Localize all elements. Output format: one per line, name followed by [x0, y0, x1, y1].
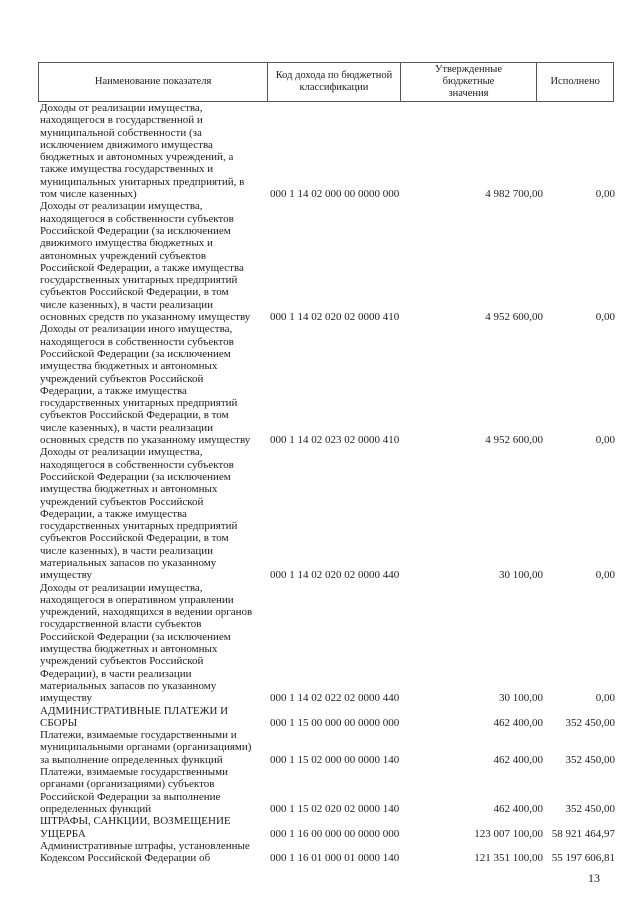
row-name: Доходы от реализации имущества, находящегося в собственности субъектов Российской Федерации (за исключением движимого имущества бюджетных и автономных учреждений субъектов Российской Федерации, а также имущества государственных унитарных предприятий субъектов Российской Федерации, в том числе казенных), в части реализации основных средств по указанному имуществу — [40, 200, 251, 324]
table-body — [40, 102, 615, 864]
row-done: 55 197 606,81 — [551, 852, 615, 865]
row-code: 000 1 15 02 000 00 0000 140 — [270, 753, 400, 766]
row-code: 000 1 14 02 022 02 0000 440 — [270, 692, 400, 705]
row-done: 0,00 — [595, 311, 615, 324]
row-code: 000 1 16 01 000 01 0000 140 — [270, 852, 400, 865]
header-code: Код дохода по бюджетной классификации — [268, 63, 401, 101]
row-name: Доходы от реализации имущества, находящегося в собственности субъектов Российской Федерации (за исключением имущества бюджетных и автономных учреждений субъектов Российской Федерации, а также имущества государственных унитарных предприятий субъектов Российской Федерации, в том числе казенных), в части реализации материальных запасов по указанному имуществу — [40, 446, 238, 582]
row-code: 000 1 14 02 020 02 0000 410 — [270, 311, 400, 324]
row-name: Платежи, взимаемые государственными и муниципальными органами (организациями) за выполнение определенных функций — [40, 729, 252, 766]
row-done: 0,00 — [595, 188, 615, 201]
row-plan: 30 100,00 — [499, 569, 543, 582]
row-plan: 30 100,00 — [499, 692, 543, 705]
row-name: Административные штрафы, установленные Кодексом Российской Федерации об — [40, 839, 250, 865]
table-row — [40, 840, 615, 865]
row-code: 000 1 16 00 000 00 0000 000 — [270, 827, 400, 840]
header-plan: Утвержденные бюджетные значения — [401, 63, 538, 101]
row-code: 000 1 14 02 023 02 0000 410 — [270, 434, 400, 447]
table-row — [40, 323, 615, 446]
page-number: 13 — [588, 871, 600, 885]
table-row — [40, 815, 615, 840]
row-plan: 4 982 700,00 — [485, 188, 543, 201]
table-row — [40, 705, 615, 730]
row-done: 352 450,00 — [565, 753, 615, 766]
table-row — [40, 200, 615, 323]
row-name: Платежи, взимаемые государственными органами (организациями) субъектов Российской Федерации за выполнение определенных функций — [40, 766, 229, 815]
row-plan: 4 952 600,00 — [485, 311, 543, 324]
table-row — [40, 446, 615, 581]
row-code: 000 1 15 02 020 02 0000 140 — [270, 802, 400, 815]
row-done: 0,00 — [595, 692, 615, 705]
row-plan: 121 351 100,00 — [474, 852, 543, 865]
row-plan: 462 400,00 — [493, 716, 543, 729]
row-plan: 4 952 600,00 — [485, 434, 543, 447]
row-name: АДМИНИСТРАТИВНЫЕ ПЛАТЕЖИ И СБОРЫ — [40, 704, 229, 729]
table-row — [40, 582, 615, 705]
row-code: 000 1 14 02 000 00 0000 000 — [270, 188, 400, 201]
row-done: 0,00 — [595, 569, 615, 582]
table-row — [40, 766, 615, 815]
row-name: Доходы от реализации иного имущества, находящегося в собственности субъектов Российской Федерации (за исключением имущества бюджетных и автономных учреждений субъектов Российской Федерации, а также имущества государственных унитарных предприятий субъектов Российской Федерации, в том числе казенных), в части реализации основных средств по указанному имуществу — [40, 323, 251, 447]
row-done: 58 921 464,97 — [551, 827, 615, 840]
row-code: 000 1 14 02 020 02 0000 440 — [270, 569, 400, 582]
header-name: Наименование показателя — [39, 63, 268, 101]
table-row — [40, 102, 615, 200]
row-done: 352 450,00 — [565, 802, 615, 815]
row-plan: 462 400,00 — [493, 753, 543, 766]
row-name: ШТРАФЫ, САНКЦИИ, ВОЗМЕЩЕНИЕ УЩЕРБА — [40, 815, 231, 840]
row-done: 352 450,00 — [565, 716, 615, 729]
row-name: Доходы от реализации имущества, находящегося в государственной и муниципальной собственности (за исключением движимого имущества бюджетных и автономных учреждений, а также имущества государственных и муниципальных унитарных предприятий, в том числе казенных) — [40, 102, 245, 201]
table-row — [40, 729, 615, 766]
row-done: 0,00 — [595, 434, 615, 447]
table-header — [38, 62, 614, 102]
header-done: Исполнено — [550, 76, 600, 87]
row-plan: 462 400,00 — [493, 802, 543, 815]
row-name: Доходы от реализации имущества, находящегося в оперативном управлении учреждений, находящихся в ведении органов государственной власти субъектов Российской Федерации (за исключением имущества бюджетных и автономных учреждений субъектов Российской Федерации), в части реализации материальных запасов по указанному имуществу — [40, 581, 253, 705]
row-plan: 123 007 100,00 — [474, 827, 543, 840]
row-code: 000 1 15 00 000 00 0000 000 — [270, 716, 400, 729]
